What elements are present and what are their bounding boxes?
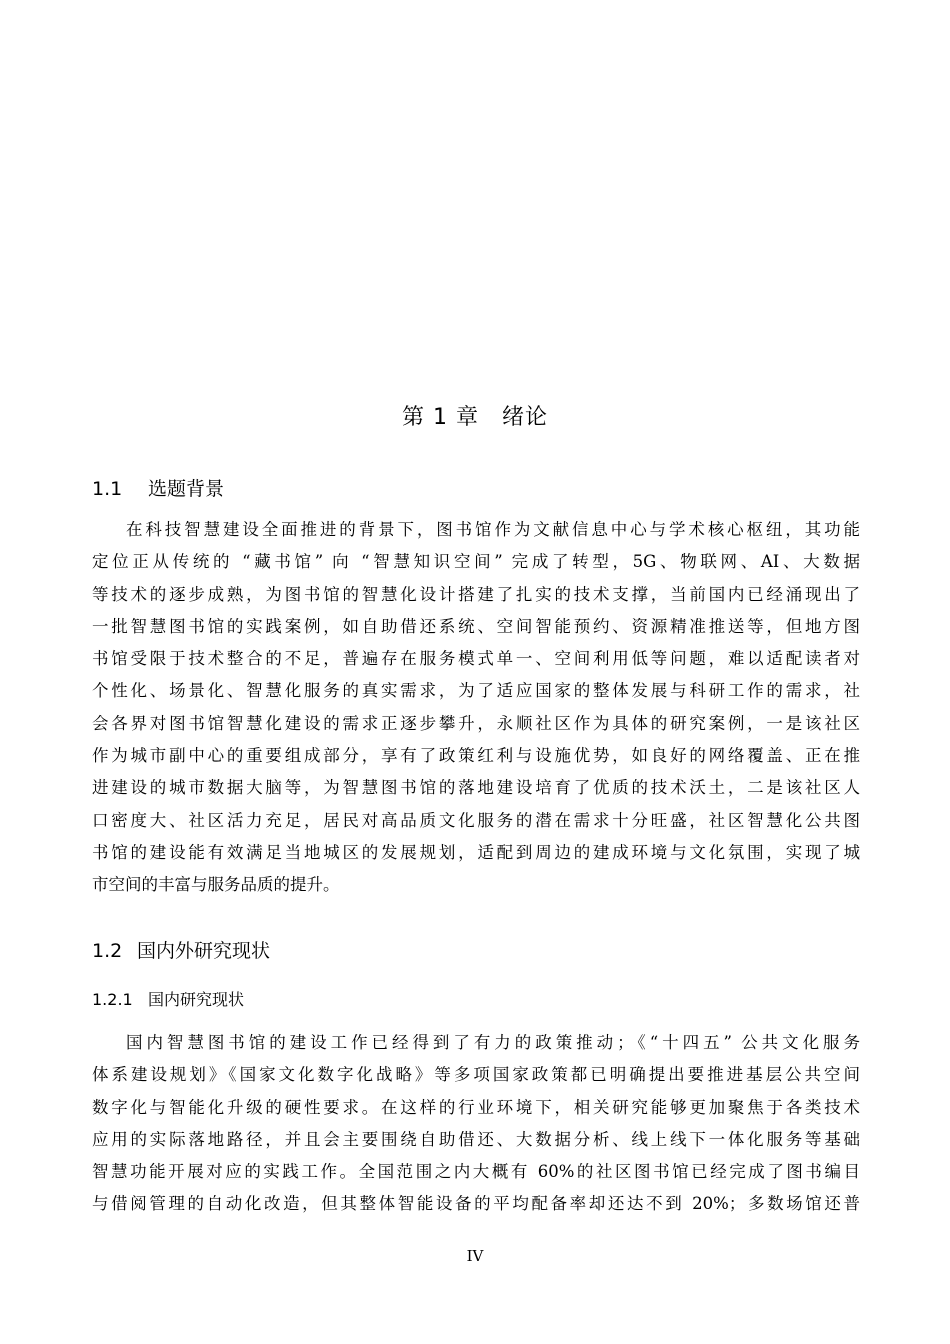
paragraph-line: 数字化与智能化升级的硬性要求。在这样的行业环境下，相关研究能够更加聚焦于各类技术 [92, 1097, 860, 1117]
paragraph-line: 个性化、场景化、智慧化服务的真实需求，为了适应国家的整体发展与科研工作的需求，社 [92, 681, 860, 701]
paragraph-line: 进建设的城市数据大脑等，为智慧图书馆的落地建设培育了优质的技术沃土，二是该社区人 [92, 778, 860, 798]
paragraph-line: 体系建设规划》《国家文化数字化战略》等多项国家政策都已明确提出要推进基层公共空间 [92, 1065, 860, 1085]
paragraph-line: 作为城市副中心的重要组成部分，享有了政策红利与设施优势，如良好的网络覆盖、正在推 [92, 746, 860, 766]
section-1-2-1-heading [92, 988, 244, 1012]
section-1-2-title: 国内外研究现状 [137, 940, 271, 962]
section-1-1-heading [92, 475, 224, 503]
paragraph-line: 书馆的建设能有效满足当地城区的发展规划，适配到周边的建成环境与文化氛围，实现了城 [92, 842, 860, 862]
section-1-2-1-paragraph [92, 1027, 860, 1221]
section-1-1-title: 选题背景 [148, 478, 225, 500]
paragraph-line: 书馆受限于技术整合的不足，普遍存在服务模式单一、空间利用低等问题，难以适配读者对 [92, 649, 860, 669]
paragraph-line: 应用的实际落地路径，并且会主要围绕自助借还、大数据分析、线上线下一体化服务等基础 [92, 1129, 860, 1149]
paragraph-line: 定位正从传统的 “藏书馆” 向 “智慧知识空间” 完成了转型，5G、物联网、AI、大数据 [92, 552, 860, 572]
section-1-1-number: 1.1 [92, 478, 123, 500]
section-1-2-number: 1.2 [92, 940, 123, 962]
section-1-2-1-title: 国内研究现状 [148, 990, 245, 1009]
page-number: IV [466, 1247, 484, 1265]
section-1-2-1-number: 1.2.1 [92, 990, 133, 1009]
section-1-2-heading [92, 937, 270, 965]
paragraph-line: 会各界对图书馆智慧化建设的需求正逐步攀升，永顺社区作为具体的研究案例，一是该社区 [92, 713, 860, 733]
paragraph-line: 国内智慧图书馆的建设工作已经得到了有力的政策推动；《“十四五” 公共文化服务 [126, 1033, 860, 1052]
paragraph-line: 与借阅管理的自动化改造，但其整体智能设备的平均配备率却还达不到 20%；多数场馆还普 [92, 1194, 860, 1214]
paragraph-line: 等技术的逐步成熟，为图书馆的智慧化设计搭建了扎实的技术支撑，当前国内已经涌现出了 [92, 584, 860, 604]
paragraph-line: 一批智慧图书馆的实践案例，如自助借还系统、空间智能预约、资源精准推送等，但地方图 [92, 616, 860, 636]
paragraph-line: 智慧功能开展对应的实践工作。全国范围之内大概有 60%的社区图书馆已经完成了图书编目 [92, 1162, 860, 1182]
paragraph-line: 口密度大、社区活力充足，居民对高品质文化服务的潜在需求十分旺盛，社区智慧化公共图 [92, 810, 860, 830]
paragraph-line: 市空间的丰富与服务品质的提升。 [92, 875, 340, 895]
chapter-title: 第 1 章 绪论 [402, 405, 548, 430]
paragraph-line: 在科技智慧建设全面推进的背景下，图书馆作为文献信息中心与学术核心枢纽，其功能 [126, 520, 860, 539]
section-1-1-paragraph [92, 514, 860, 902]
